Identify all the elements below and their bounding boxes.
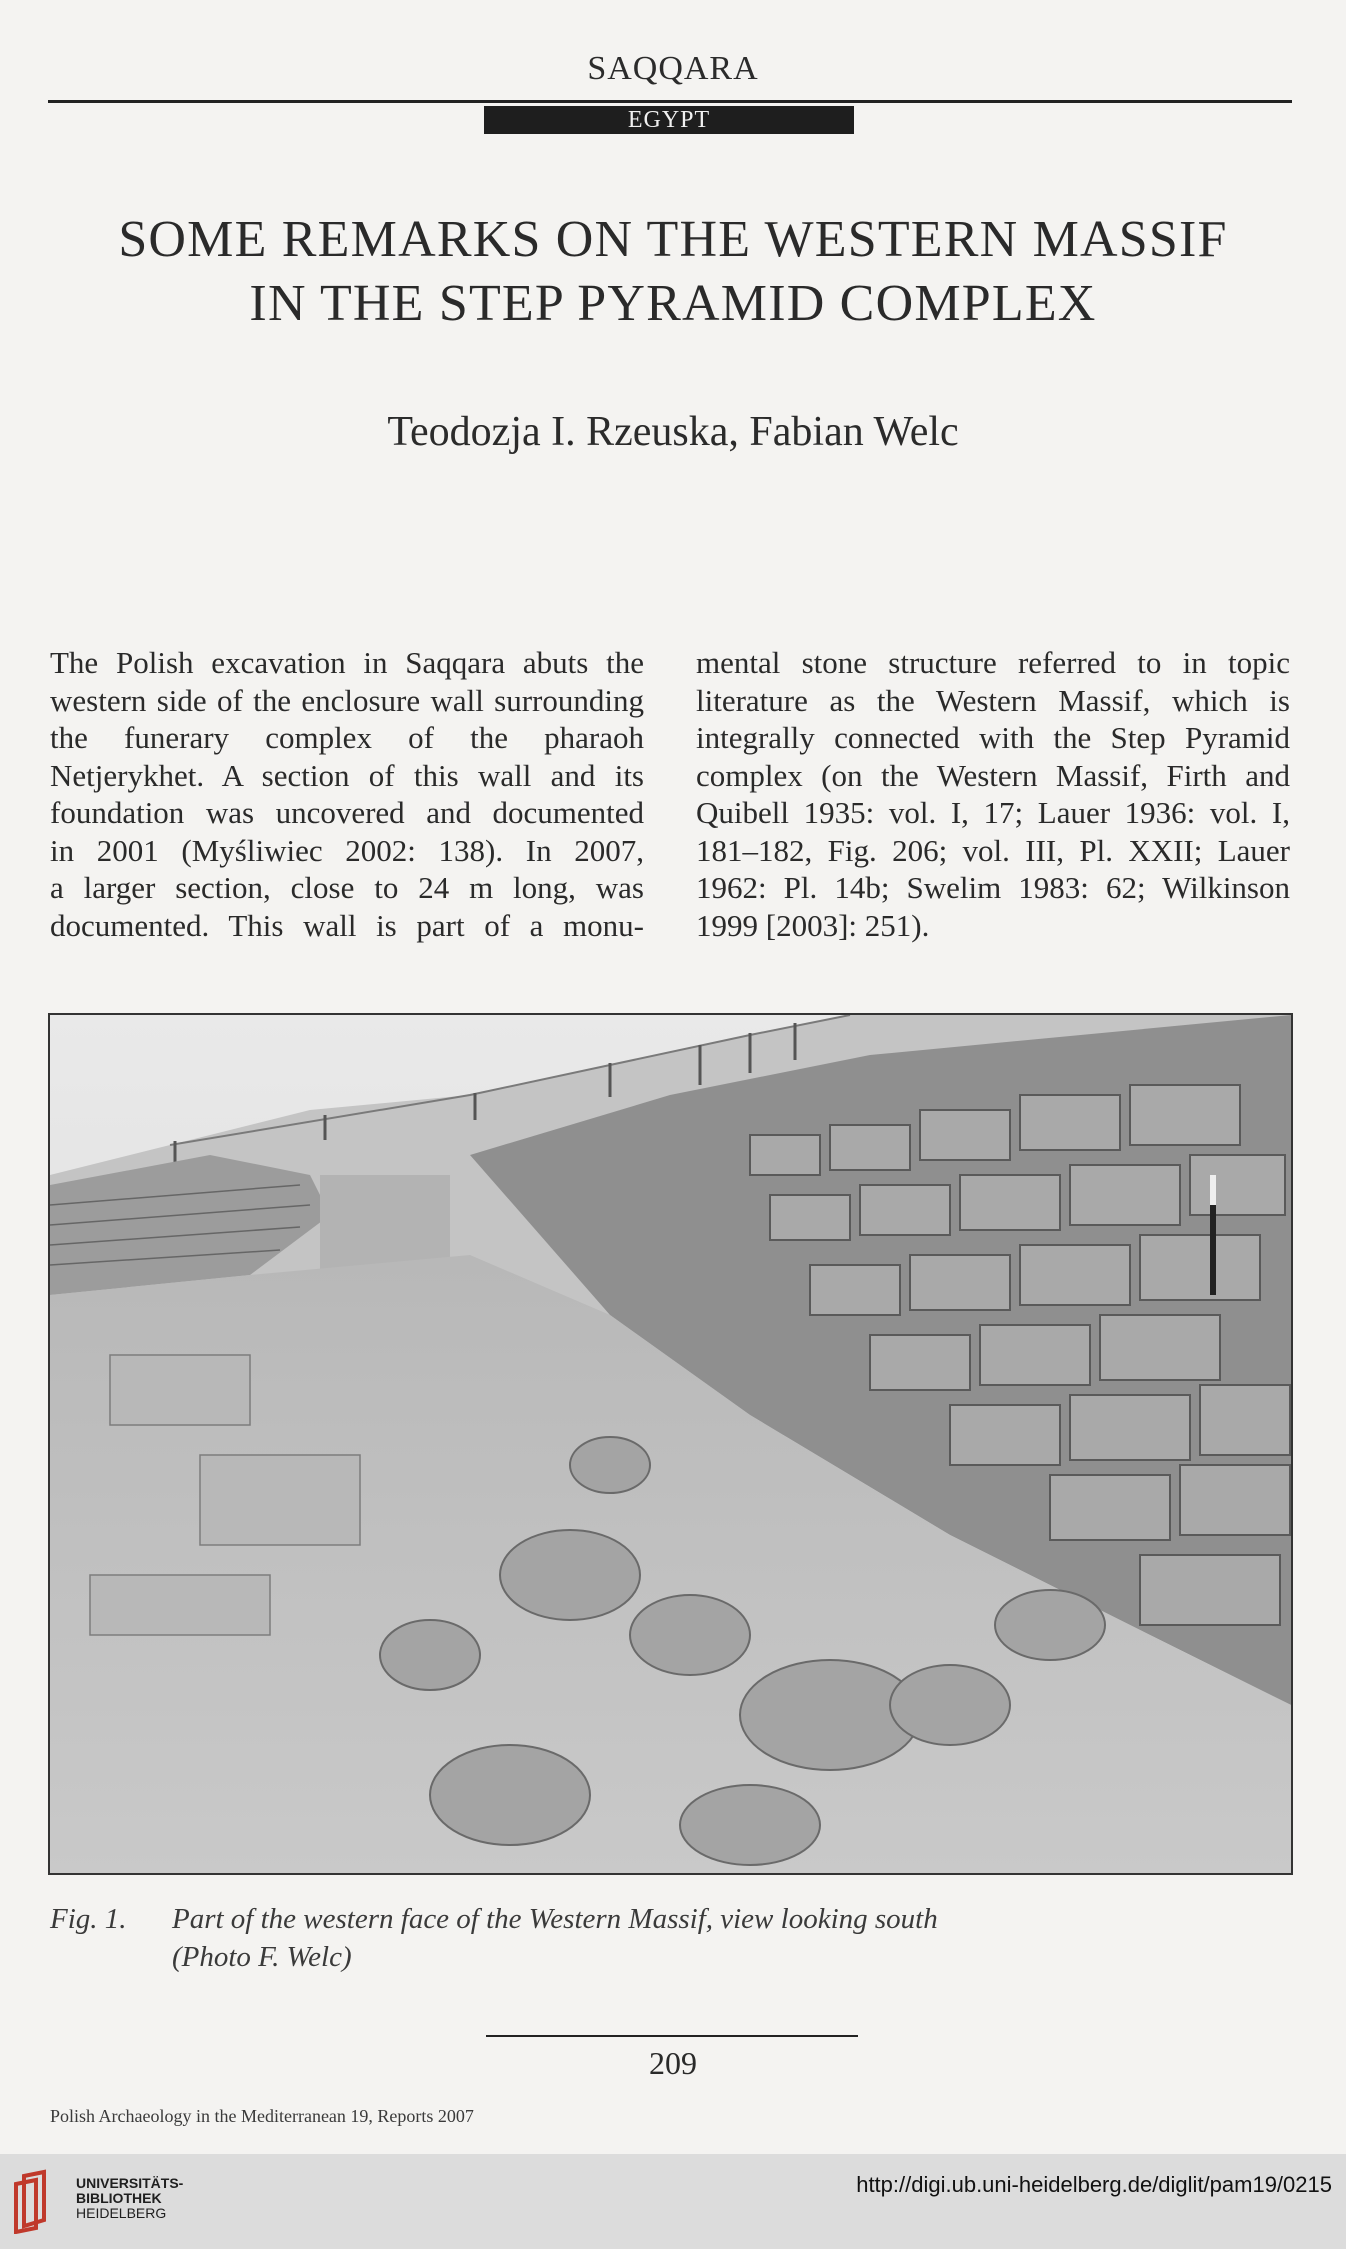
title-line-1: SOME REMARKS ON THE WESTERN MASSIF xyxy=(118,211,1228,268)
text-line: The Polish excavation in Saqqara abuts the xyxy=(50,645,644,680)
text-line: 1962: Pl. 14b; Swelim 1983: 62; Wilkinson xyxy=(696,870,1290,905)
source-url-link[interactable]: http://digi.ub.uni-heidelberg.de/diglit/pam19/0215 xyxy=(856,2172,1332,2197)
text-line: 181–182, Fig. 206; vol. III, Pl. XXII; Lauer xyxy=(696,832,1290,868)
text-line: Netjerykhet. A section of this wall and its xyxy=(50,757,644,793)
figure-caption-text xyxy=(172,1900,1172,1976)
text-line: literature as the Western Massif, which is xyxy=(696,682,1290,718)
text-line: mental stone structure referred to in topic xyxy=(696,645,1290,680)
text-line: documented. This wall is part of a monu- xyxy=(50,907,644,943)
text-line: complex (on the Western Massif, Firth and xyxy=(696,757,1290,793)
header-rule xyxy=(48,100,1292,103)
text-line: foundation was uncovered and documented xyxy=(50,795,644,830)
library-name-line: BIBLIOTHEK xyxy=(76,2190,162,2206)
running-head: SAQQARA xyxy=(587,50,759,87)
text-line: Quibell 1935: vol. I, 17; Lauer 1936: vol. I, xyxy=(696,795,1290,830)
library-name xyxy=(76,2176,183,2221)
library-logo-icon xyxy=(10,2168,70,2234)
text-line: integrally connected with the Step Pyramid xyxy=(696,720,1290,755)
page-number: 209 xyxy=(649,2045,697,2081)
title-line-2: IN THE STEP PYRAMID COMPLEX xyxy=(249,275,1097,332)
library-name-line: UNIVERSITÄTS- xyxy=(76,2175,184,2191)
page-number-rule xyxy=(486,2035,858,2037)
text-line: the funerary complex of the pharaoh xyxy=(50,720,644,755)
caption-line-2: (Photo F. Welc) xyxy=(172,1941,352,1973)
text-line: in 2001 (Myśliwiec 2002: 138). In 2007, xyxy=(50,832,644,868)
caption-line-1: Part of the western face of the Western Massif, view looking south xyxy=(172,1903,938,1935)
authors: Teodozja I. Rzeuska, Fabian Welc xyxy=(387,409,959,455)
library-name-line: HEIDELBERG xyxy=(76,2205,167,2221)
figure-label: Fig. 1. xyxy=(50,1903,127,1935)
journal-citation: Polish Archaeology in the Mediterranean 19, Reports 2007 xyxy=(50,2106,474,2126)
body-column-right xyxy=(696,644,1290,944)
excavation-photo xyxy=(50,1015,1291,1873)
figure-photo xyxy=(48,1013,1293,1875)
digitization-footer xyxy=(0,2154,1346,2249)
body-column-left xyxy=(50,644,644,944)
text-line: 1999 [2003]: 251). xyxy=(696,907,930,943)
text-line: a larger section, close to 24 m long, was xyxy=(50,870,644,905)
text-line: western side of the enclosure wall surrounding xyxy=(50,682,644,718)
article-title xyxy=(40,208,1306,336)
section-label: EGYPT xyxy=(484,106,854,134)
